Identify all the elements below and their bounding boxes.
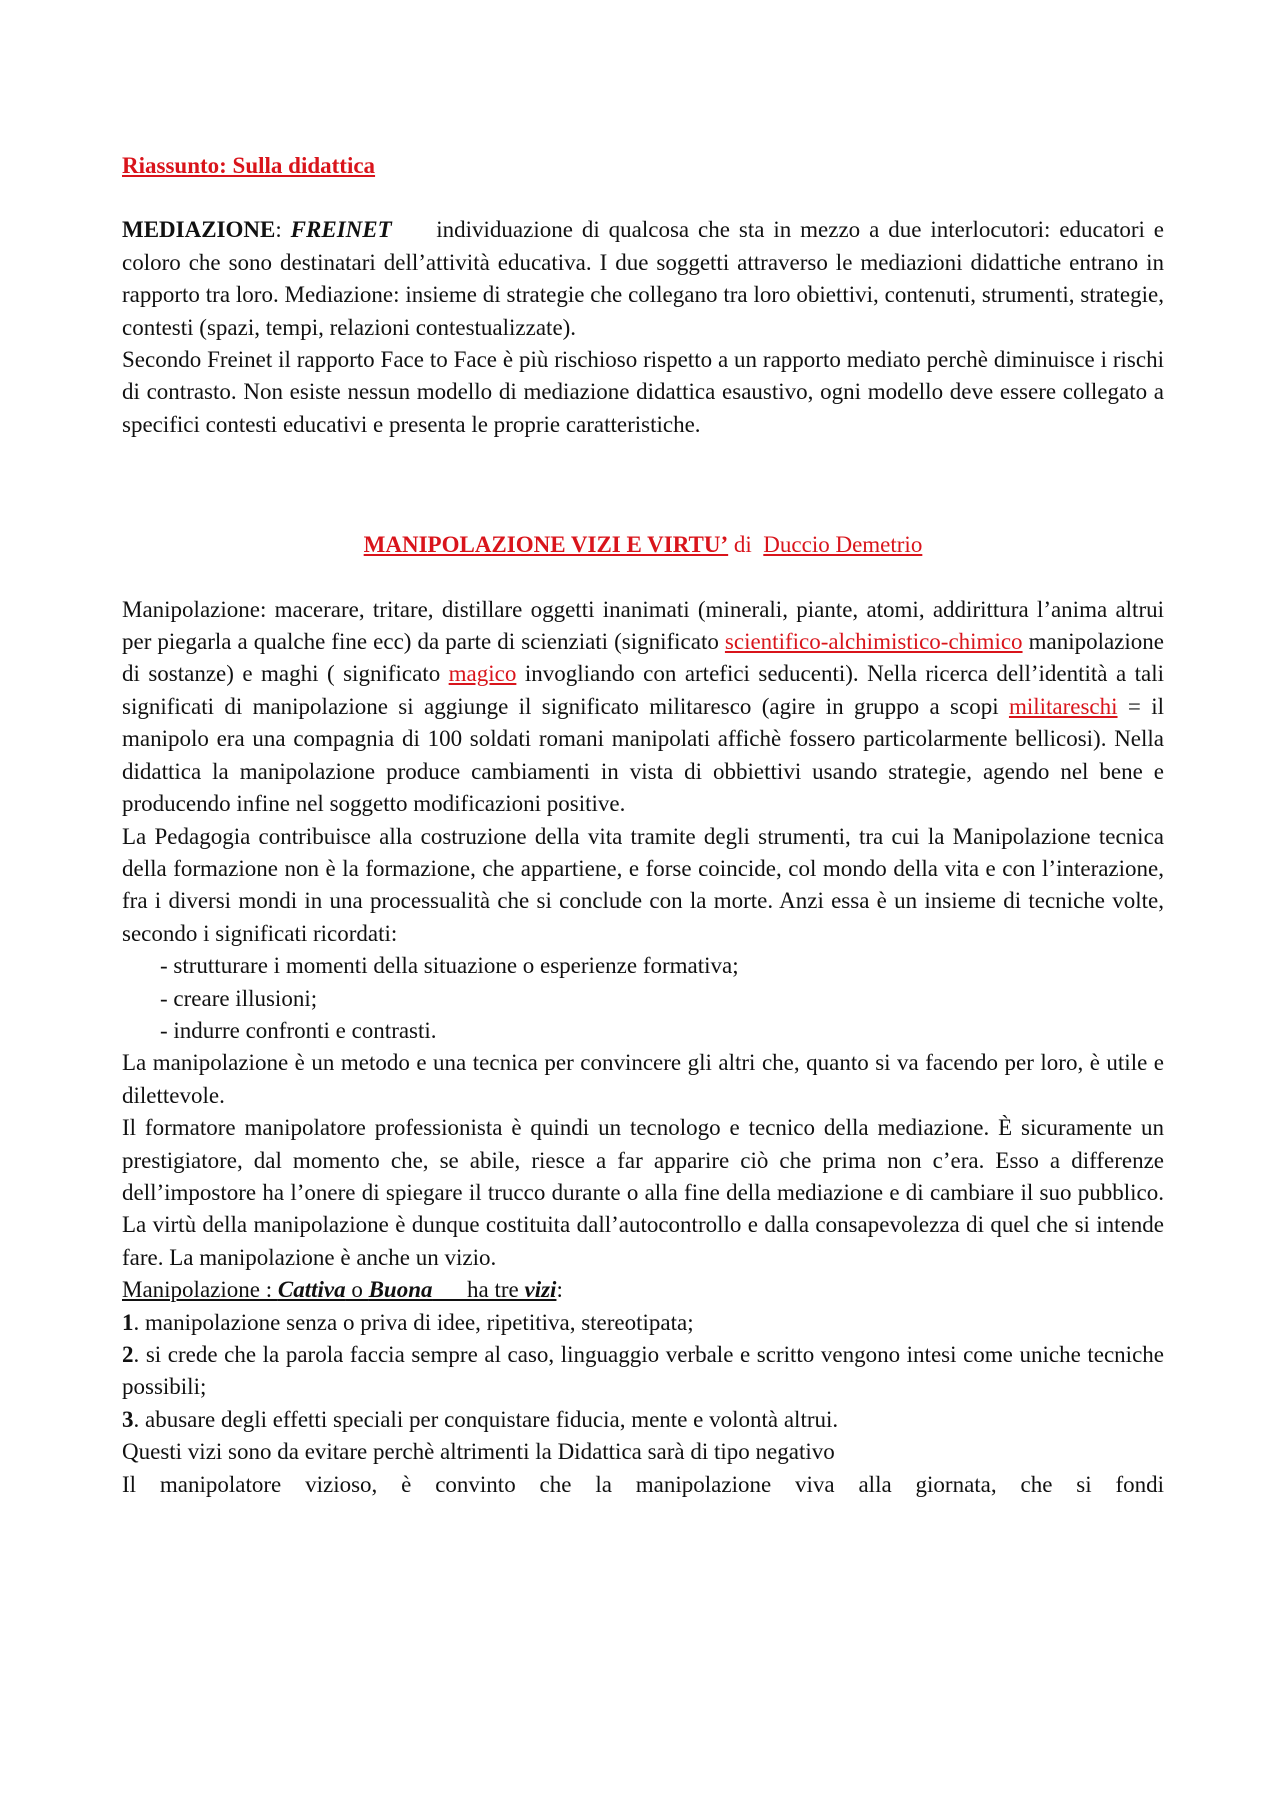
spacer xyxy=(122,182,1164,214)
list-text: . abusare degli effetti speciali per conquistare fiducia, mente e volontà altrui. xyxy=(133,1406,839,1432)
spacer xyxy=(122,562,1164,594)
paragraph-pedagogia: La Pedagogia contribuisce alla costruzione della vita tramite degli strumenti, tra cui la Manipolazione tecnica della formazione non è la formazione, che appartiene, e forse coincide, col mondo della vita e con l’interazione, fra i diversi mondi in una processualità che si conclude con la morte. Anzi essa è un insieme di tecniche volte, secondo i significati ricordati: xyxy=(122,823,1164,946)
list-text: . manipolazione senza o priva di idee, ripetitiva, stereotipata; xyxy=(133,1309,694,1335)
colon: : xyxy=(275,217,291,243)
list-text: . si crede che la parola faccia sempre al caso, linguaggio verbale e scritto vengono intesi come uniche tecniche possibili; xyxy=(122,1342,1164,1400)
heading-text: MANIPOLAZIONE VIZI E VIRTU’ xyxy=(363,532,729,558)
spacer xyxy=(122,497,1164,529)
vizi-line-text: Manipolazione : xyxy=(122,1277,278,1303)
section-heading-manipolazione xyxy=(122,529,1164,561)
term-buona: Buona xyxy=(368,1277,433,1303)
link-militareschi[interactable]: militareschi xyxy=(1008,693,1118,719)
vizi-line-text: o xyxy=(345,1277,369,1303)
document-title xyxy=(122,150,1164,182)
term-freinet: FREINET xyxy=(290,217,392,243)
link-magico[interactable]: magico xyxy=(448,661,517,687)
list-item: - creare illusioni; xyxy=(160,985,318,1011)
paragraph-mediazione xyxy=(122,214,1164,344)
paragraph-formatore: Il formatore manipolatore professionista è quindi un tecnologo e tecnico della mediazione. È sicuramente un prestigiatore, dal momento che, se abile, riesce a far apparire ciò che prima non c’era. Esso a differenze dell’impostore ha l’onere di spiegare il trucco durante o alla fine della mediazione e di cambiare il suo pubblico. La virtù della manipolazione è dunque costituita dall’autocontrollo e dalla consapevolezza di quel che si intende fare. La manipolazione è anche un vizio. xyxy=(122,1115,1164,1270)
text-run: Manipolazione: macerare, tritare, distillare oggetti inanimati (minerali, piante, atomi, addirittura l’anima altrui per piegarla a qualche fine ecc) da parte di scienziati (significato xyxy=(122,596,1164,655)
text-run: = il manipolo era una compagnia di 100 soldati romani manipolati affichè fossero particolarmente bellicosi). Nella didattica la manipolazione produce cambiamenti in vista di obbiettivi usando strategie, agendo nel bene e producendo infine nel soggetto modificazioni positive. xyxy=(122,693,1164,817)
link-scientifico[interactable]: scientifico-alchimistico-chimico xyxy=(724,629,1023,655)
list-number: 1 xyxy=(122,1309,134,1335)
text-run: manipolazione di sostanze) e maghi ( significato xyxy=(122,629,1164,687)
term-vizi: vizi xyxy=(524,1277,557,1303)
list-item xyxy=(122,1307,1164,1339)
list-item: - strutturare i momenti della situazione o esperienze formativa; xyxy=(160,953,739,979)
list-item xyxy=(122,1339,1164,1404)
paragraph-manipolazione-def xyxy=(122,594,1164,821)
list-item: - indurre confronti e contrasti. xyxy=(160,1017,437,1043)
paragraph-vizi-evitare: Questi vizi sono da evitare perchè altrimenti la Didattica sarà di tipo negativo xyxy=(122,1439,835,1465)
colon: : xyxy=(556,1277,563,1303)
heading-by: di xyxy=(728,532,758,558)
title-text: Riassunto: Sulla didattica xyxy=(122,153,376,178)
term-cattiva: Cattiva xyxy=(277,1277,346,1303)
paragraph-manipolatore-vizioso: Il manipolatore vizioso, è convinto che la manipolazione viva alla giornata, che si fondi xyxy=(122,1471,1164,1497)
vizi-line xyxy=(122,1274,1164,1306)
text-run: invogliando con artefici seducenti). Nella ricerca dell’identità a tali significati di manipolazione si aggiunge il significato militaresco (agire in gruppo a scopi xyxy=(122,661,1164,719)
list-number: 2 xyxy=(122,1342,134,1367)
list-number: 3 xyxy=(122,1406,134,1432)
author-link[interactable]: Duccio Demetrio xyxy=(763,532,923,558)
mediazione-definition: individuazione di qualcosa che sta in mezzo a due interlocutori: educatori e coloro che sono destinatari dell’attività educativa. I due soggetti attraverso le mediazioni didattiche entrano in rapporto tra loro. Mediazione: insieme di strategie che collegano tra loro obiettivi, contenuti, strumenti, strategie, contesti (spazi, tempi, relazioni contestualizzate). xyxy=(122,217,1165,340)
spacer xyxy=(122,441,1164,497)
vizi-line-text: ha tre xyxy=(432,1277,525,1303)
term-mediazione: MEDIAZIONE xyxy=(122,217,276,243)
paragraph-freinet: Secondo Freinet il rapporto Face to Face è più rischioso rispetto a un rapporto mediato perchè diminuisce i rischi di contrasto. Non esiste nessun modello di mediazione didattica esaustivo, ogni modello deve essere collegato a specifici contesti educativi e presenta le proprie caratteristiche. xyxy=(122,347,1164,437)
paragraph-metodo: La manipolazione è un metodo e una tecnica per convincere gli altri che, quanto si va facendo per loro, è utile e dilettevole. xyxy=(122,1050,1164,1108)
list-item xyxy=(122,1404,1164,1436)
